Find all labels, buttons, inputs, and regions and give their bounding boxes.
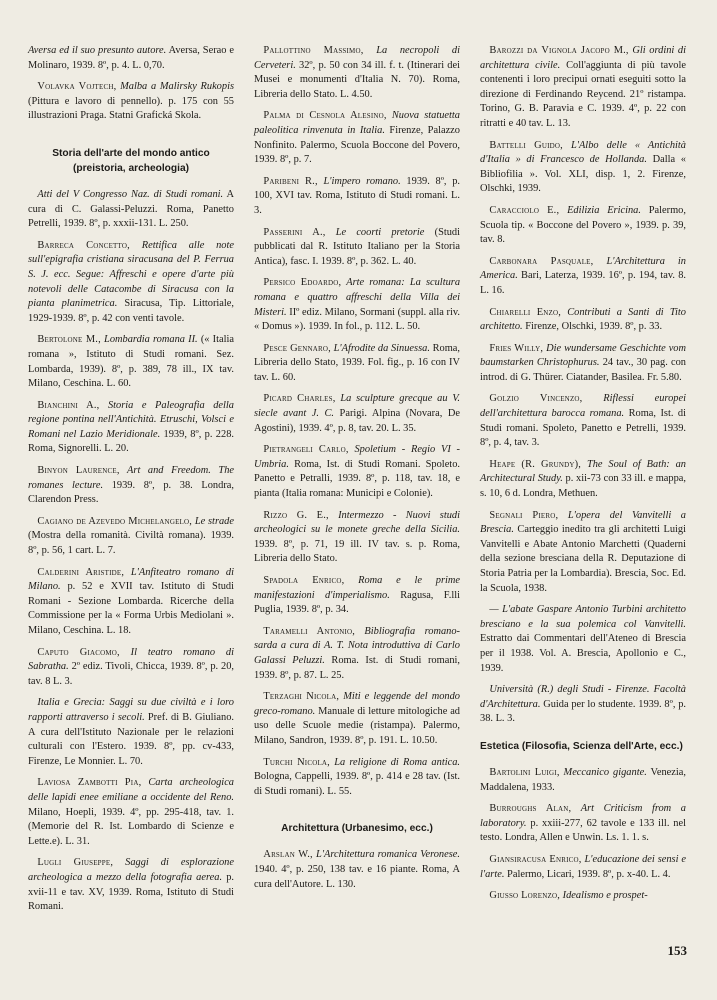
bibliography-entry: [254, 756, 460, 800]
entry-author: Bianchini A.,: [37, 399, 100, 411]
entry-details: Parigi. Alpina (Novara, De Agostini), 1939. 4º, p. 8, tav. 20. L. 35.: [254, 408, 460, 434]
entry-details: 24 tav., 30 pag. con introd. di G. Thürer. Ciatander, Basilea. Fr. 5.80.: [480, 357, 686, 383]
entry-title: The Soul of Bath: an Architectural Study.: [480, 458, 686, 485]
entry-details: (Studi pubblicati dal R. Istituto Italiano per la Storia Antica), fasc. I. 1939. 8º, p. 362. L. 40.: [254, 226, 461, 267]
entry-title: Contributi a Santi di Tito architetto.: [480, 306, 686, 333]
entry-author: Bertolone M.,: [37, 334, 101, 346]
entry-details: Aversa, Serao e Molinaro, 1939. 8º, p. 4. L. 0,70.: [28, 45, 234, 71]
bibliography-entry: [254, 226, 460, 270]
bibliography-entry: [28, 464, 234, 508]
entry-details: Guida per lo studente. 1939. 8º, p. 38. L. 3.: [480, 698, 686, 725]
entry-title: Lombardia romana II.: [100, 334, 198, 346]
entry-author: Pesce Gennaro,: [263, 342, 331, 354]
bibliography-entry: [480, 44, 686, 132]
bibliography-entry: [28, 44, 234, 73]
bibliography-entry: [480, 139, 686, 197]
entry-author: Calderini Aristide,: [37, 566, 125, 578]
entry-title: Gli ordini di architettura civile.: [480, 45, 686, 71]
bibliography-entry: [480, 683, 686, 727]
bibliography-entry: [480, 802, 686, 846]
entry-title: L'Architettura romanica Veronese.: [312, 849, 460, 861]
bibliography-entry: [480, 766, 686, 795]
bibliography-entry: [480, 853, 686, 882]
entry-details: Bari, Laterza, 1939. 16º, p. 194, tav. 8. L. 16.: [480, 270, 686, 296]
bibliography-entry: [254, 276, 460, 334]
entry-title: Bibliografia romano-sarda a cura di A. T. Nota introduttiva di Carlo Galassi Peluzzi.: [254, 625, 460, 666]
entry-details: 1939. 8º, p. 38. Londra, Clarendon Press.: [28, 479, 234, 506]
bibliography-entry: [28, 188, 234, 232]
entry-details: 1939. 8º, p. 71, 19 ill. IV tav. s. p. Roma, Libreria dello Stato.: [254, 538, 460, 565]
entry-details: Palermo, Licari, 1939. 8º, p. x-40. L. 4.: [504, 868, 671, 880]
entry-author: Rizzo G. E.,: [263, 509, 329, 521]
entry-title: L'Afrodite da Sinuessa.: [330, 342, 430, 354]
bibliography-entry: [480, 204, 686, 248]
entry-title: Carta archeologica delle lapidi enee emiliane a occidente del Reno.: [28, 777, 234, 803]
entry-title: Intermezzo - Nuovi studi archeologici su le monete greche della Sicilia.: [254, 509, 461, 536]
entry-title: Arte romana: La scultura romana e quattro affreschi della Villa dei Misteri.: [254, 277, 461, 318]
entry-author: Binyon Laurence,: [37, 465, 120, 477]
column-left: [28, 44, 234, 922]
entry-title: Aversa ed il suo presunto autore.: [28, 45, 167, 56]
entry-details: Ragusa, F.lli Puglia, 1939. 8º, p. 34.: [254, 589, 460, 616]
entry-title: La religione di Roma antica.: [329, 756, 461, 768]
entry-author: Passerini A.,: [263, 226, 326, 238]
entry-details: Roma. Ist. di Studi romani, 1939. 8º, p. 87. L. 25.: [254, 654, 461, 681]
entry-details: 1940. 4º, p. 250, 138 tav. e 16 piante. Roma, A cura dell'Autore. L. 130.: [254, 863, 460, 890]
bibliography-entry: [254, 848, 460, 892]
entry-author: Battelli Guido,: [489, 139, 563, 151]
bibliography-entry: [28, 856, 234, 914]
bibliography-entry: [254, 509, 460, 567]
bibliography-columns: [28, 44, 695, 922]
entry-title: Le coorti pretorie: [325, 226, 425, 238]
entry-title: Roma e le prime manifestazioni d'imperialismo.: [254, 575, 460, 601]
entry-title: L'educazione dei sensi e l'arte.: [480, 853, 686, 880]
entry-title: Miti e leggende del mondo greco-romano.: [254, 691, 460, 717]
entry-title: Rettifica alle note sull'epigrafia cristiana siracusana del P. Ferrua S. J. ecc. Segue: Affreschi e opere d'arte più notevoli delle Catacombe di Siracusa con la pianta planimetrica.: [28, 239, 235, 310]
entry-title: Malba a Malirsky Rukopis: [116, 81, 235, 93]
entry-title: Nuova statuetta paleolitica rinvenuta in Italia.: [254, 110, 460, 136]
entry-details: Manuale di letture mitologiche ad uso delle Scuole medie (ristampa). Palermo, Milano, Sandron, 1939. 8º, p. 191. L. 10.50.: [254, 705, 460, 746]
bibliography-entry: [480, 509, 686, 597]
entry-author: Paribeni R.,: [263, 175, 318, 187]
bibliography-entry: [254, 44, 460, 102]
entry-title: La sculpture grecque au V. siecle avant J. C.: [254, 393, 460, 420]
entry-author: Caputo Giacomo,: [37, 646, 120, 658]
entry-title: L'Albo delle « Antichità d'Italia » di Francesco de Hollanda.: [480, 139, 686, 166]
entry-details: Venezia, Maddalena, 1933.: [480, 766, 686, 793]
entry-author: Burroughs Alan,: [489, 803, 572, 815]
entry-details: 32º, p. 50 con 34 ill. f. t. (Itinerari dei Musei e monumenti d'Italia N. 70). Roma, Libreria dello Stato. L. 4.50.: [254, 59, 460, 100]
entry-title: Riflessi europei dell'architettura barocca romana.: [480, 393, 686, 420]
entry-author: Golzio Vincenzo,: [489, 393, 583, 405]
bibliography-entry: [480, 392, 686, 450]
entry-details: p. xii-73 con 33 ill. e mappa, s. 10, 6 d. Londra, Methuen.: [480, 473, 686, 500]
entry-title: Art and Freedom. The romanes lecture.: [28, 465, 235, 491]
entry-title: Italia e Grecia: Saggi su due civiltà e i loro rapporti attraverso i secoli.: [28, 697, 234, 723]
entry-title: L'opera del Vanvitelli a Brescia.: [480, 509, 686, 536]
entry-author: Lugli Giuseppe,: [37, 857, 114, 869]
bibliography-entry: [254, 175, 460, 219]
entry-author: Palma di Cesnola Alesino,: [263, 110, 387, 122]
entry-author: Turchi Nicola,: [263, 756, 330, 768]
entry-title: — L'abate Gaspare Antonio Turbini architetto bresciano e la sua polemica col Vanvitelli.: [480, 604, 686, 630]
entry-author: Fries Willy,: [489, 342, 544, 354]
entry-title: Die wundersame Geschichte vom baumstarken Christophurus.: [480, 342, 687, 369]
entry-author: Heape (R. Grundy),: [489, 458, 582, 470]
entry-details: Siracusa, Tip. Littoriale, 1929-1939. 8º, p. 42 con venti tavole.: [28, 298, 234, 324]
bibliography-entry: [28, 80, 234, 124]
entry-author: Carbonara Pasquale,: [489, 255, 594, 267]
entry-author: Laviosa Zambotti Pia,: [37, 777, 142, 789]
entry-details: IIº ediz. Milano, Sormani (suppl. alla riv. « Domus »). 1939. In fol., p. 112. L. 50.: [254, 306, 460, 333]
page-number: 153: [667, 943, 687, 958]
entry-author: Taramelli Antonio,: [263, 625, 356, 637]
bibliography-entry: [254, 392, 460, 436]
entry-author: Caracciolo E.,: [489, 204, 560, 216]
section-heading: Architettura (Urbanesimo, ecc.): [281, 823, 433, 835]
entry-author: Barozzi da Vignola Jacopo M.,: [489, 45, 629, 56]
entry-details: Carteggio inedito tra gli architetti Luigi Vanvitelli e Abate Antonio Marchetti (Quaderni della sezione bresciana della R. Deputazione di Storia Patria per la Lombardia). Brescia, Soc. Ed. la Scuola, 1938.: [480, 524, 686, 594]
bibliography-entry: [28, 566, 234, 639]
entry-details: Firenze, Olschki, 1939. 8º, p. 33.: [522, 321, 663, 333]
entry-title: Idealismo e prospet-: [560, 890, 648, 902]
entry-title: Storia e Paleografia della regione pontina nell'Antichità. Etruschi, Volsci e Romani nel Lazio Meridionale.: [28, 399, 234, 440]
entry-title: L'impero romano.: [317, 175, 401, 187]
entry-details: Milano, Hoepli, 1939. 4º, pp. 295-418, tav. 1. (Memorie del R. Ist. Lombardo di Scienze e Lette.e). L. 31.: [28, 806, 234, 847]
entry-details: Roma, Ist. di Studi Romani. Spoleto. Panetto e Petralli, 1939. 8º, p. 118, tav. 18, e pianta (Italia romana: Municipi e Colonie).: [254, 458, 460, 500]
entry-author: Terzaghi Nicola,: [263, 691, 340, 703]
bibliography-entry: [480, 458, 686, 502]
entry-author: Chiarelli Enzo,: [489, 306, 562, 318]
entry-title: Atti del V Congresso Naz. di Studi romani.: [37, 188, 224, 200]
entry-title: Il teatro romano di Sabratha.: [28, 646, 234, 673]
entry-title: L'Anfiteatro romano di Milano.: [28, 566, 234, 593]
bibliography-entry: [28, 696, 234, 769]
entry-title: L'Architettura in America.: [480, 255, 687, 282]
entry-title: Art Criticism from a laboratory.: [480, 803, 686, 829]
entry-author: Persico Edoardo,: [263, 277, 342, 289]
column-middle: [254, 44, 460, 922]
entry-author: Bartolini Luigi,: [489, 766, 560, 778]
bibliography-entry: [254, 109, 460, 167]
entry-author: Pallottino Massimo,: [263, 45, 364, 56]
bibliography-entry: [480, 306, 686, 335]
entry-details: Dalla « Bibliofilia ». Vol. XLI, disp. 1, 2. Firenze, Olschki, 1939.: [480, 154, 686, 195]
entry-author: Pietrangeli Carlo,: [263, 444, 349, 456]
entry-details: Roma, Ist. di Studi romani. Spoleto, Panetto e Petrelli, 1939. 8º, p. 4, tav. 3.: [480, 408, 686, 449]
bibliography-entry: [28, 239, 234, 327]
section-heading: Estetica (Filosofia, Scienza dell'Arte, ecc.): [480, 740, 683, 752]
bibliography-entry: [480, 889, 686, 904]
entry-details: 1939. 8º, p. 100, XVI tav. Roma, Istituto di Studi romani. L. 3.: [254, 175, 460, 216]
entry-title: La necropoli di Cerveteri.: [254, 45, 460, 71]
entry-details: p. xxiii-277, 62 tavole e 133 ill. nel testo. Londra, Allen e Unwin. Ls. 1. 1. s.: [480, 817, 686, 844]
entry-title: Edilizia Ericina.: [559, 204, 641, 216]
bibliography-entry: [480, 603, 686, 676]
entry-author: Volavka Vojtech,: [37, 81, 117, 93]
bibliography-entry: [254, 574, 460, 618]
entry-details: (« Italia romana », Istituto di Studi romani. Sez. Lombarda, 1939). 8º, p. 389, 78 ill., IX tav. Milano, Ceschina. L. 60.: [28, 334, 234, 390]
entry-title: Saggi di esplorazione archeologica a mezzo della fotografia aerea.: [28, 857, 234, 883]
bibliography-entry: [254, 625, 460, 683]
bibliography-entry: [28, 333, 234, 391]
bibliography-entry: [254, 690, 460, 748]
entry-author: Giusso Lorenzo,: [489, 890, 561, 902]
bibliography-entry: [28, 776, 234, 849]
entry-details: (Mostra della romanità. Civiltà romana). 1939. 8º, p. 56, 1 cart. L. 7.: [28, 530, 234, 557]
entry-title: Università (R.) degli Studi - Firenze. Facoltà d'Architettura.: [480, 684, 686, 710]
bibliography-entry: [480, 342, 686, 386]
entry-author: Giansiracusa Enrico,: [489, 853, 582, 865]
bibliography-entry: [28, 646, 234, 690]
entry-details: Palermo, Scuola tip. « Boccone del Povero », 1939. p. 39, tav. 8.: [480, 204, 686, 246]
entry-details: Bologna, Cappelli, 1939. 8º, p. 414 e 28 tav. (Ist. di Studi romani). L. 55.: [254, 771, 460, 797]
entry-title: Spoletium - Regio VI - Umbria.: [254, 444, 460, 470]
entry-details: p. 52 e XVII tav. Istituto di Studi Romani - Sezione Lombarda. Ricerche della Commissione per la « Forma Urbis Mediolani ». Milano, Ceschina. L. 18.: [28, 581, 234, 636]
entry-details: Coll'aggiunta di più tavole contenenti i loro precipui ornati eseguiti sotto la direzione di Ferdinando Reycend. 21º ristampa. Torino, G. B. Paravia e C. 1939. 4º, p. 22 con ritratti e 40 tav. L. 13.: [480, 59, 686, 129]
bibliography-entry: [254, 342, 460, 386]
entry-title: Le strade: [192, 515, 234, 527]
entry-author: Segnali Piero,: [489, 509, 559, 521]
entry-author: Barreca Concetto,: [37, 239, 130, 251]
entry-author: Cagiano de Azevedo Michelangelo,: [37, 515, 193, 527]
entry-details: 1939, 8º, p. 228. Roma, Signorelli. L. 20.: [28, 428, 234, 455]
entry-details: A cura di C. Galassi-Peluzzi. Roma, Panetto Petrelli, 1939. 8º, p. xxxii-131. L. 250.: [28, 188, 235, 230]
entry-details: 2º ediz. Tivoli, Chicca, 1939. 8º, p. 20, tav. 8 L. 3.: [28, 661, 234, 687]
entry-title: Meccanico gigante.: [559, 766, 647, 778]
entry-details: Estratto dai Commentari dell'Ateneo di Brescia per il 1938. Vol. A. Brescia, Apollonio e C., 1939.: [480, 633, 686, 674]
column-right: [480, 44, 686, 922]
entry-author: Arslan W.,: [263, 849, 313, 861]
entry-author: Spadola Enrico,: [263, 575, 345, 586]
bibliography-entry: [254, 443, 460, 501]
entry-details: p. xvii-11 e tav. XV, 1939. Roma, Istituto di Studi Romani.: [28, 871, 234, 913]
entry-details: Firenze, Palazzo Nonfinito. Palermo, Scuola Boccone del Povero, 1939. 8º, p. 7.: [254, 124, 460, 166]
entry-author: Picard Charles,: [263, 393, 336, 405]
bibliography-entry: [28, 399, 234, 457]
bibliography-entry: [480, 255, 686, 299]
entry-details: Pref. di B. Giuliano. A cura dell'Istituto Nazionale per le relazioni culturali con l'Estero. 1939. 8º, pp. cv-433, Firenze, Le Monnier. L. 70.: [28, 711, 235, 767]
entry-details: (Pittura e lavoro di pennello). p. 175 con 55 illustrazioni Praga. Statni Grafická Skola.: [28, 95, 234, 122]
bibliography-entry: [28, 515, 234, 559]
section-heading: Storia dell'arte del mondo antico (preistoria, archeologia): [52, 147, 210, 174]
entry-details: Roma, Libreria dello Stato, 1939. Fol. fig., p. 16 con IV tav. L. 60.: [254, 342, 460, 383]
